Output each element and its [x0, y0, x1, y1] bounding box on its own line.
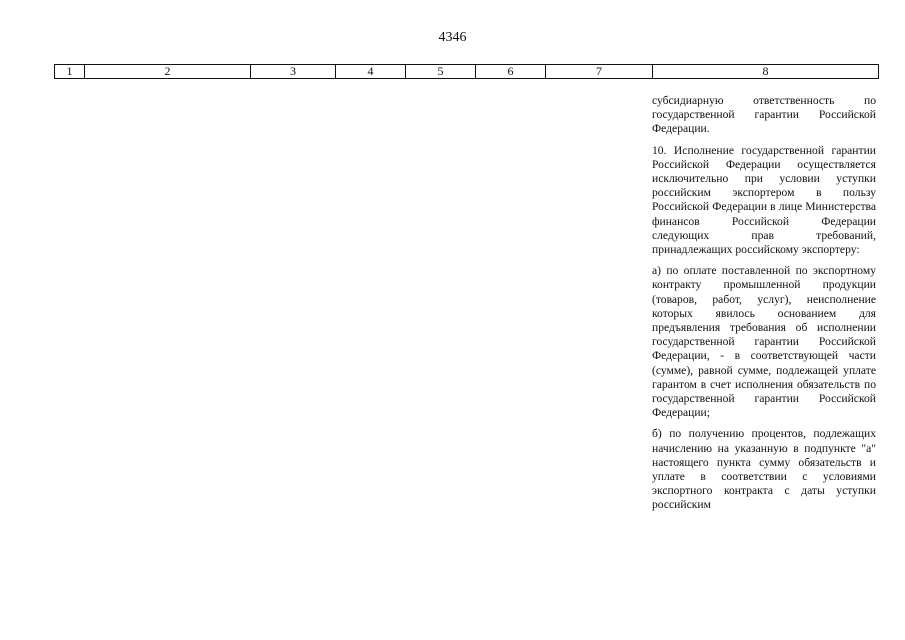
paragraph-subitem-a: а) по оплате поставленной по экспортному контракту промышленной продукции (товаров, работ, услуг), неисполнение которых явилось основанием для предъявления требования об исполнении государственной гарантии Российской Федерации, - в соответствующей части (сумме), равной сумме, подлежащей уплате гарантом в счет исполнения обязательств по государственной гарантии Российской Федерации;: [652, 264, 876, 420]
column-8-text: [652, 94, 876, 520]
column-number-cell: 5: [406, 65, 476, 79]
paragraph-subitem-b: б) по получению процентов, подлежащих начислению на указанную в подпункте "а" настоящего пункта сумму обязательств и уплате в соответствии с условиями экспортного контракта с даты уступки российским: [652, 427, 876, 512]
column-number-cell: 3: [251, 65, 336, 79]
column-number-cell: 4: [336, 65, 406, 79]
column-number-cell: 2: [85, 65, 251, 79]
column-number-cell: 8: [653, 65, 879, 79]
column-number-cell: 6: [476, 65, 546, 79]
column-number-cell: 1: [55, 65, 85, 79]
page-number: 4346: [438, 30, 467, 45]
column-number-row: [55, 65, 879, 79]
column-number-cell: 7: [546, 65, 653, 79]
paragraph-item-10: 10. Исполнение государственной гарантии Российской Федерации осуществляется исключительно при условии уступки российским экспортером в пользу Российской Федерации в лице Министерства финансов Российской Федерации следующих прав требований, принадлежащих российскому экспортеру:: [652, 143, 876, 257]
column-number-header-table: [54, 64, 879, 79]
paragraph-continuation: субсидиарную ответственность по государственной гарантии Российской Федерации.: [652, 94, 876, 136]
